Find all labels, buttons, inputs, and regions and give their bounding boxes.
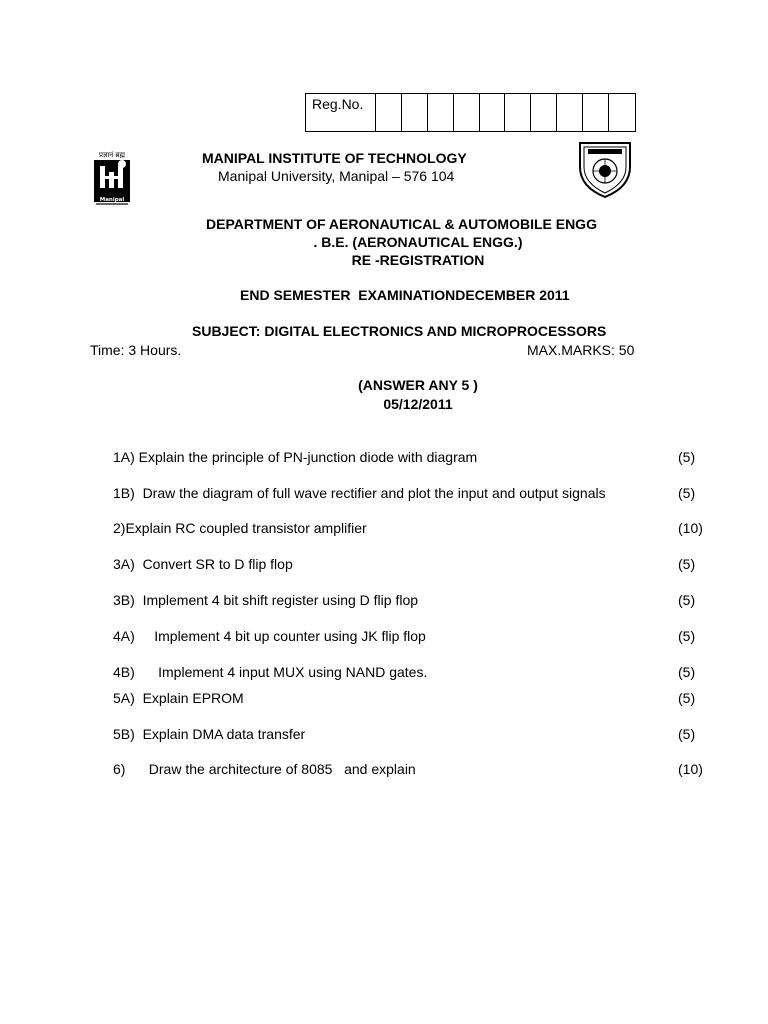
reg-cell — [531, 94, 557, 131]
question-5a: 5A) Explain EPROM — [113, 690, 244, 706]
reg-cell — [428, 94, 454, 131]
question-5b-marks: (5) — [678, 726, 696, 742]
exam-title: END SEMESTER EXAMINATIONDECEMBER 2011 — [240, 287, 570, 303]
question-4a: 4A) Implement 4 bit up counter using JK flip flop — [113, 628, 426, 644]
question-3b: 3B) Implement 4 bit shift register using D flip flop — [113, 592, 419, 608]
question-1b-marks: (5) — [678, 485, 696, 501]
question-2-marks: (10) — [678, 520, 703, 536]
question-4b-marks: (5) — [678, 664, 696, 680]
reg-number-label: Reg.No. — [306, 94, 376, 131]
reg-cell — [402, 94, 428, 131]
reg-number-box — [305, 93, 636, 132]
reg-cell — [505, 94, 531, 131]
question-6-marks: (10) — [678, 761, 703, 777]
question-3a: 3A) Convert SR to D flip flop — [113, 556, 293, 572]
institute-name: MANIPAL INSTITUTE OF TECHNOLOGY — [202, 150, 467, 166]
reg-cell — [583, 94, 609, 131]
question-6: 6) Draw the architecture of 8085 and explain — [113, 761, 416, 777]
institute-seal-icon — [574, 137, 636, 199]
question-3b-marks: (5) — [678, 592, 696, 608]
svg-text:प्रज्ञानं ब्रह्म: प्रज्ञानं ब्रह्म — [99, 151, 125, 159]
department-name: DEPARTMENT OF AERONAUTICAL & AUTOMOBILE ENGG — [206, 216, 597, 232]
manipal-logo-text: Manipal — [99, 197, 125, 203]
question-4a-marks: (5) — [678, 628, 696, 644]
question-4b: 4B) Implement 4 input MUX using NAND gates. — [113, 664, 428, 680]
university-address: Manipal University, Manipal – 576 104 — [218, 168, 455, 184]
question-2: 2)Explain RC coupled transistor amplifier — [113, 520, 367, 536]
question-3a-marks: (5) — [678, 556, 696, 572]
reg-cell — [376, 94, 402, 131]
question-1a-marks: (5) — [678, 449, 696, 465]
question-5b: 5B) Explain DMA data transfer — [113, 726, 306, 742]
reg-cell — [609, 94, 635, 131]
exam-date: 05/12/2011 — [383, 396, 453, 412]
subject-title: SUBJECT: DIGITAL ELECTRONICS AND MICROPROCESSORS — [192, 323, 607, 339]
question-1b: 1B) Draw the diagram of full wave rectifier and plot the input and output signals — [113, 485, 606, 501]
exam-duration: Time: 3 Hours. — [90, 342, 182, 358]
program-name: . B.E. (AERONAUTICAL ENGG.) — [313, 234, 523, 250]
registration-type: RE -REGISTRATION — [351, 252, 485, 268]
max-marks: MAX.MARKS: 50 — [527, 342, 635, 358]
reg-cell — [557, 94, 583, 131]
answer-instruction: (ANSWER ANY 5 ) — [358, 377, 478, 393]
question-1a: 1A) Explain the principle of PN-junction diode with diagram — [113, 449, 478, 465]
question-5a-marks: (5) — [678, 690, 696, 706]
reg-cell — [454, 94, 480, 131]
reg-cell — [480, 94, 506, 131]
manipal-logo-icon — [92, 150, 132, 206]
